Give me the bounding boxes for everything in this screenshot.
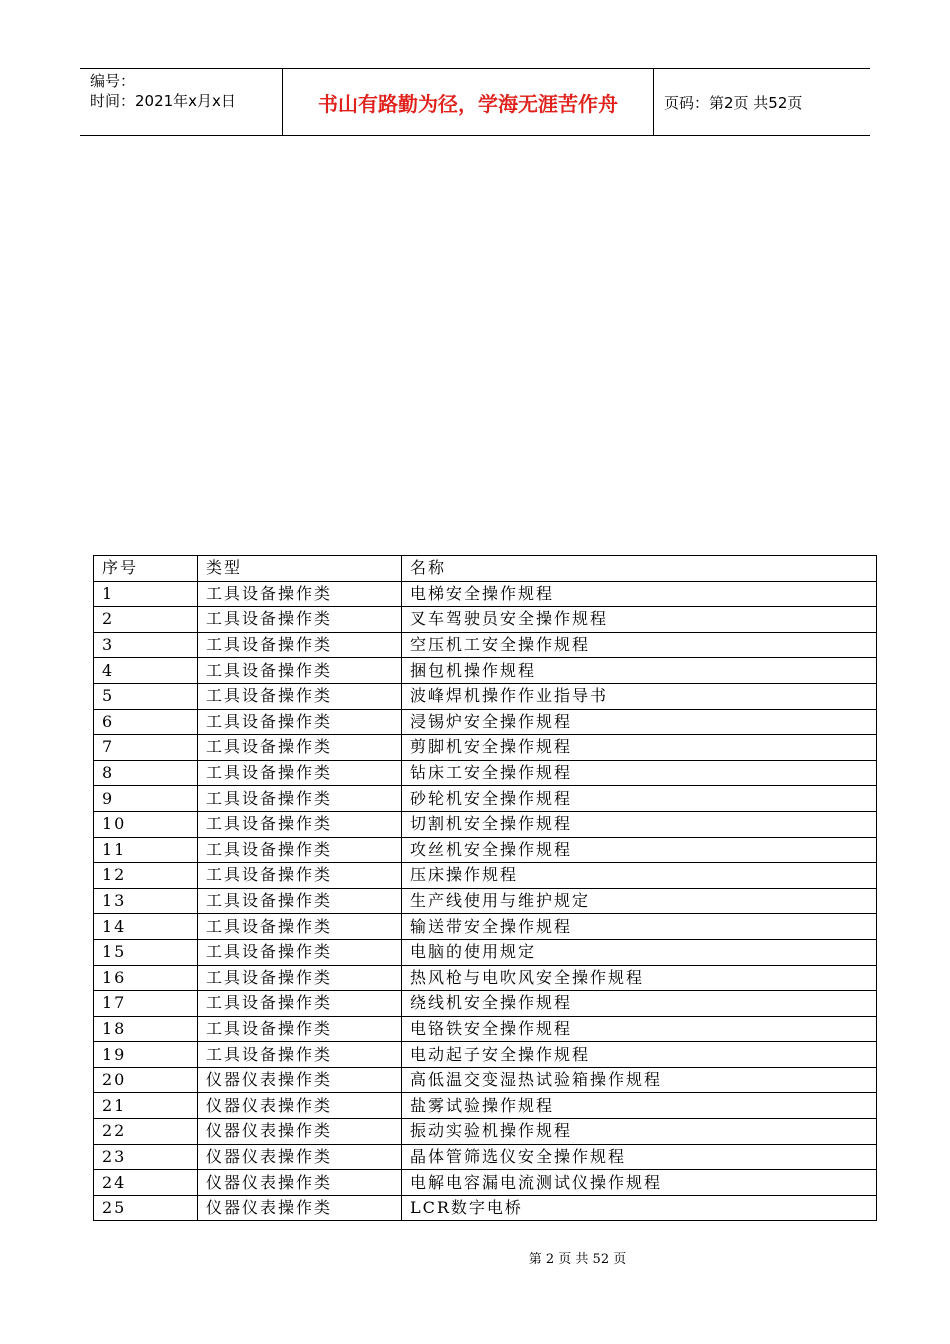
table-row — [94, 965, 877, 991]
table-row — [94, 1016, 877, 1042]
procedure-table — [93, 555, 877, 1221]
table-row — [94, 683, 877, 709]
table-row — [94, 1042, 877, 1068]
cell-name: 压床操作规程 — [402, 863, 877, 889]
header-meta — [80, 69, 282, 135]
cell-index: 7 — [94, 735, 198, 761]
cell-name: 振动实验机操作规程 — [402, 1119, 877, 1145]
cell-type: 仪器仪表操作类 — [198, 1170, 402, 1196]
table-row — [94, 888, 877, 914]
cell-index: 10 — [94, 811, 198, 837]
table-header-row — [94, 556, 877, 582]
cell-index: 2 — [94, 607, 198, 633]
cell-name: 电铬铁安全操作规程 — [402, 1016, 877, 1042]
cell-name: 波峰焊机操作作业指导书 — [402, 683, 877, 709]
cell-index: 4 — [94, 658, 198, 684]
cell-type: 工具设备操作类 — [198, 837, 402, 863]
cell-index: 21 — [94, 1093, 198, 1119]
cell-type: 工具设备操作类 — [198, 1016, 402, 1042]
cell-type: 工具设备操作类 — [198, 632, 402, 658]
cell-index: 15 — [94, 939, 198, 965]
cell-name: 攻丝机安全操作规程 — [402, 837, 877, 863]
page-header — [80, 68, 870, 136]
cell-type: 工具设备操作类 — [198, 888, 402, 914]
cell-index: 18 — [94, 1016, 198, 1042]
table-row — [94, 709, 877, 735]
cell-name: 剪脚机安全操作规程 — [402, 735, 877, 761]
cell-index: 19 — [94, 1042, 198, 1068]
table-row — [94, 632, 877, 658]
cell-index: 23 — [94, 1144, 198, 1170]
cell-name: 电动起子安全操作规程 — [402, 1042, 877, 1068]
document-time-label: 时间：2021年x月x日 — [90, 92, 236, 110]
cell-name: 浸锡炉安全操作规程 — [402, 709, 877, 735]
table-row — [94, 581, 877, 607]
cell-type: 工具设备操作类 — [198, 658, 402, 684]
page-footer: 第 2 页 共 52 页 — [528, 1252, 627, 1267]
cell-name: 砂轮机安全操作规程 — [402, 786, 877, 812]
cell-name: 生产线使用与维护规定 — [402, 888, 877, 914]
table-row — [94, 939, 877, 965]
cell-index: 1 — [94, 581, 198, 607]
table-row — [94, 658, 877, 684]
table-row — [94, 914, 877, 940]
column-header-type: 类型 — [198, 556, 402, 582]
cell-name: 电解电容漏电流测试仪操作规程 — [402, 1170, 877, 1196]
cell-type: 工具设备操作类 — [198, 1042, 402, 1068]
cell-name: 盐雾试验操作规程 — [402, 1093, 877, 1119]
table-row — [94, 837, 877, 863]
cell-name: 捆包机操作规程 — [402, 658, 877, 684]
table-row — [94, 1144, 877, 1170]
cell-index: 13 — [94, 888, 198, 914]
cell-index: 3 — [94, 632, 198, 658]
table-row — [94, 786, 877, 812]
cell-type: 工具设备操作类 — [198, 863, 402, 889]
header-motto: 书山有路勤为径，学海无涯苦作舟 — [282, 69, 654, 135]
table-row — [94, 991, 877, 1017]
cell-name: 高低温交变湿热试验箱操作规程 — [402, 1067, 877, 1093]
cell-type: 仪器仪表操作类 — [198, 1195, 402, 1221]
cell-type: 仪器仪表操作类 — [198, 1144, 402, 1170]
cell-type: 工具设备操作类 — [198, 991, 402, 1017]
cell-name: 钻床工安全操作规程 — [402, 760, 877, 786]
table-row — [94, 811, 877, 837]
cell-index: 25 — [94, 1195, 198, 1221]
cell-index: 22 — [94, 1119, 198, 1145]
table-row — [94, 863, 877, 889]
cell-type: 工具设备操作类 — [198, 914, 402, 940]
cell-index: 24 — [94, 1170, 198, 1196]
cell-name: 绕线机安全操作规程 — [402, 991, 877, 1017]
table-row — [94, 735, 877, 761]
column-header-index: 序号 — [94, 556, 198, 582]
cell-type: 仪器仪表操作类 — [198, 1067, 402, 1093]
cell-type: 仪器仪表操作类 — [198, 1119, 402, 1145]
cell-type: 工具设备操作类 — [198, 709, 402, 735]
cell-name: 热风枪与电吹风安全操作规程 — [402, 965, 877, 991]
cell-type: 工具设备操作类 — [198, 786, 402, 812]
cell-index: 14 — [94, 914, 198, 940]
cell-index: 5 — [94, 683, 198, 709]
header-page-info: 页码：第2页 共52页 — [664, 93, 803, 112]
cell-index: 8 — [94, 760, 198, 786]
cell-name: 晶体管筛选仪安全操作规程 — [402, 1144, 877, 1170]
cell-index: 12 — [94, 863, 198, 889]
table-row — [94, 607, 877, 633]
cell-name: 叉车驾驶员安全操作规程 — [402, 607, 877, 633]
cell-type: 工具设备操作类 — [198, 811, 402, 837]
table-row — [94, 1195, 877, 1221]
cell-type: 工具设备操作类 — [198, 735, 402, 761]
cell-name: 电梯安全操作规程 — [402, 581, 877, 607]
cell-index: 17 — [94, 991, 198, 1017]
cell-name: 输送带安全操作规程 — [402, 914, 877, 940]
cell-name: LCR数字电桥 — [402, 1195, 877, 1221]
cell-type: 工具设备操作类 — [198, 581, 402, 607]
column-header-name: 名称 — [402, 556, 877, 582]
cell-type: 工具设备操作类 — [198, 939, 402, 965]
cell-type: 工具设备操作类 — [198, 683, 402, 709]
cell-name: 电脑的使用规定 — [402, 939, 877, 965]
cell-type: 工具设备操作类 — [198, 965, 402, 991]
document-number-label: 编号： — [90, 72, 136, 90]
table-row — [94, 1119, 877, 1145]
cell-index: 9 — [94, 786, 198, 812]
cell-type: 仪器仪表操作类 — [198, 1093, 402, 1119]
cell-index: 16 — [94, 965, 198, 991]
cell-type: 工具设备操作类 — [198, 607, 402, 633]
cell-name: 空压机工安全操作规程 — [402, 632, 877, 658]
table-row — [94, 1170, 877, 1196]
cell-name: 切割机安全操作规程 — [402, 811, 877, 837]
cell-index: 20 — [94, 1067, 198, 1093]
cell-index: 6 — [94, 709, 198, 735]
cell-type: 工具设备操作类 — [198, 760, 402, 786]
table-row — [94, 1093, 877, 1119]
table-row — [94, 1067, 877, 1093]
table-row — [94, 760, 877, 786]
cell-index: 11 — [94, 837, 198, 863]
